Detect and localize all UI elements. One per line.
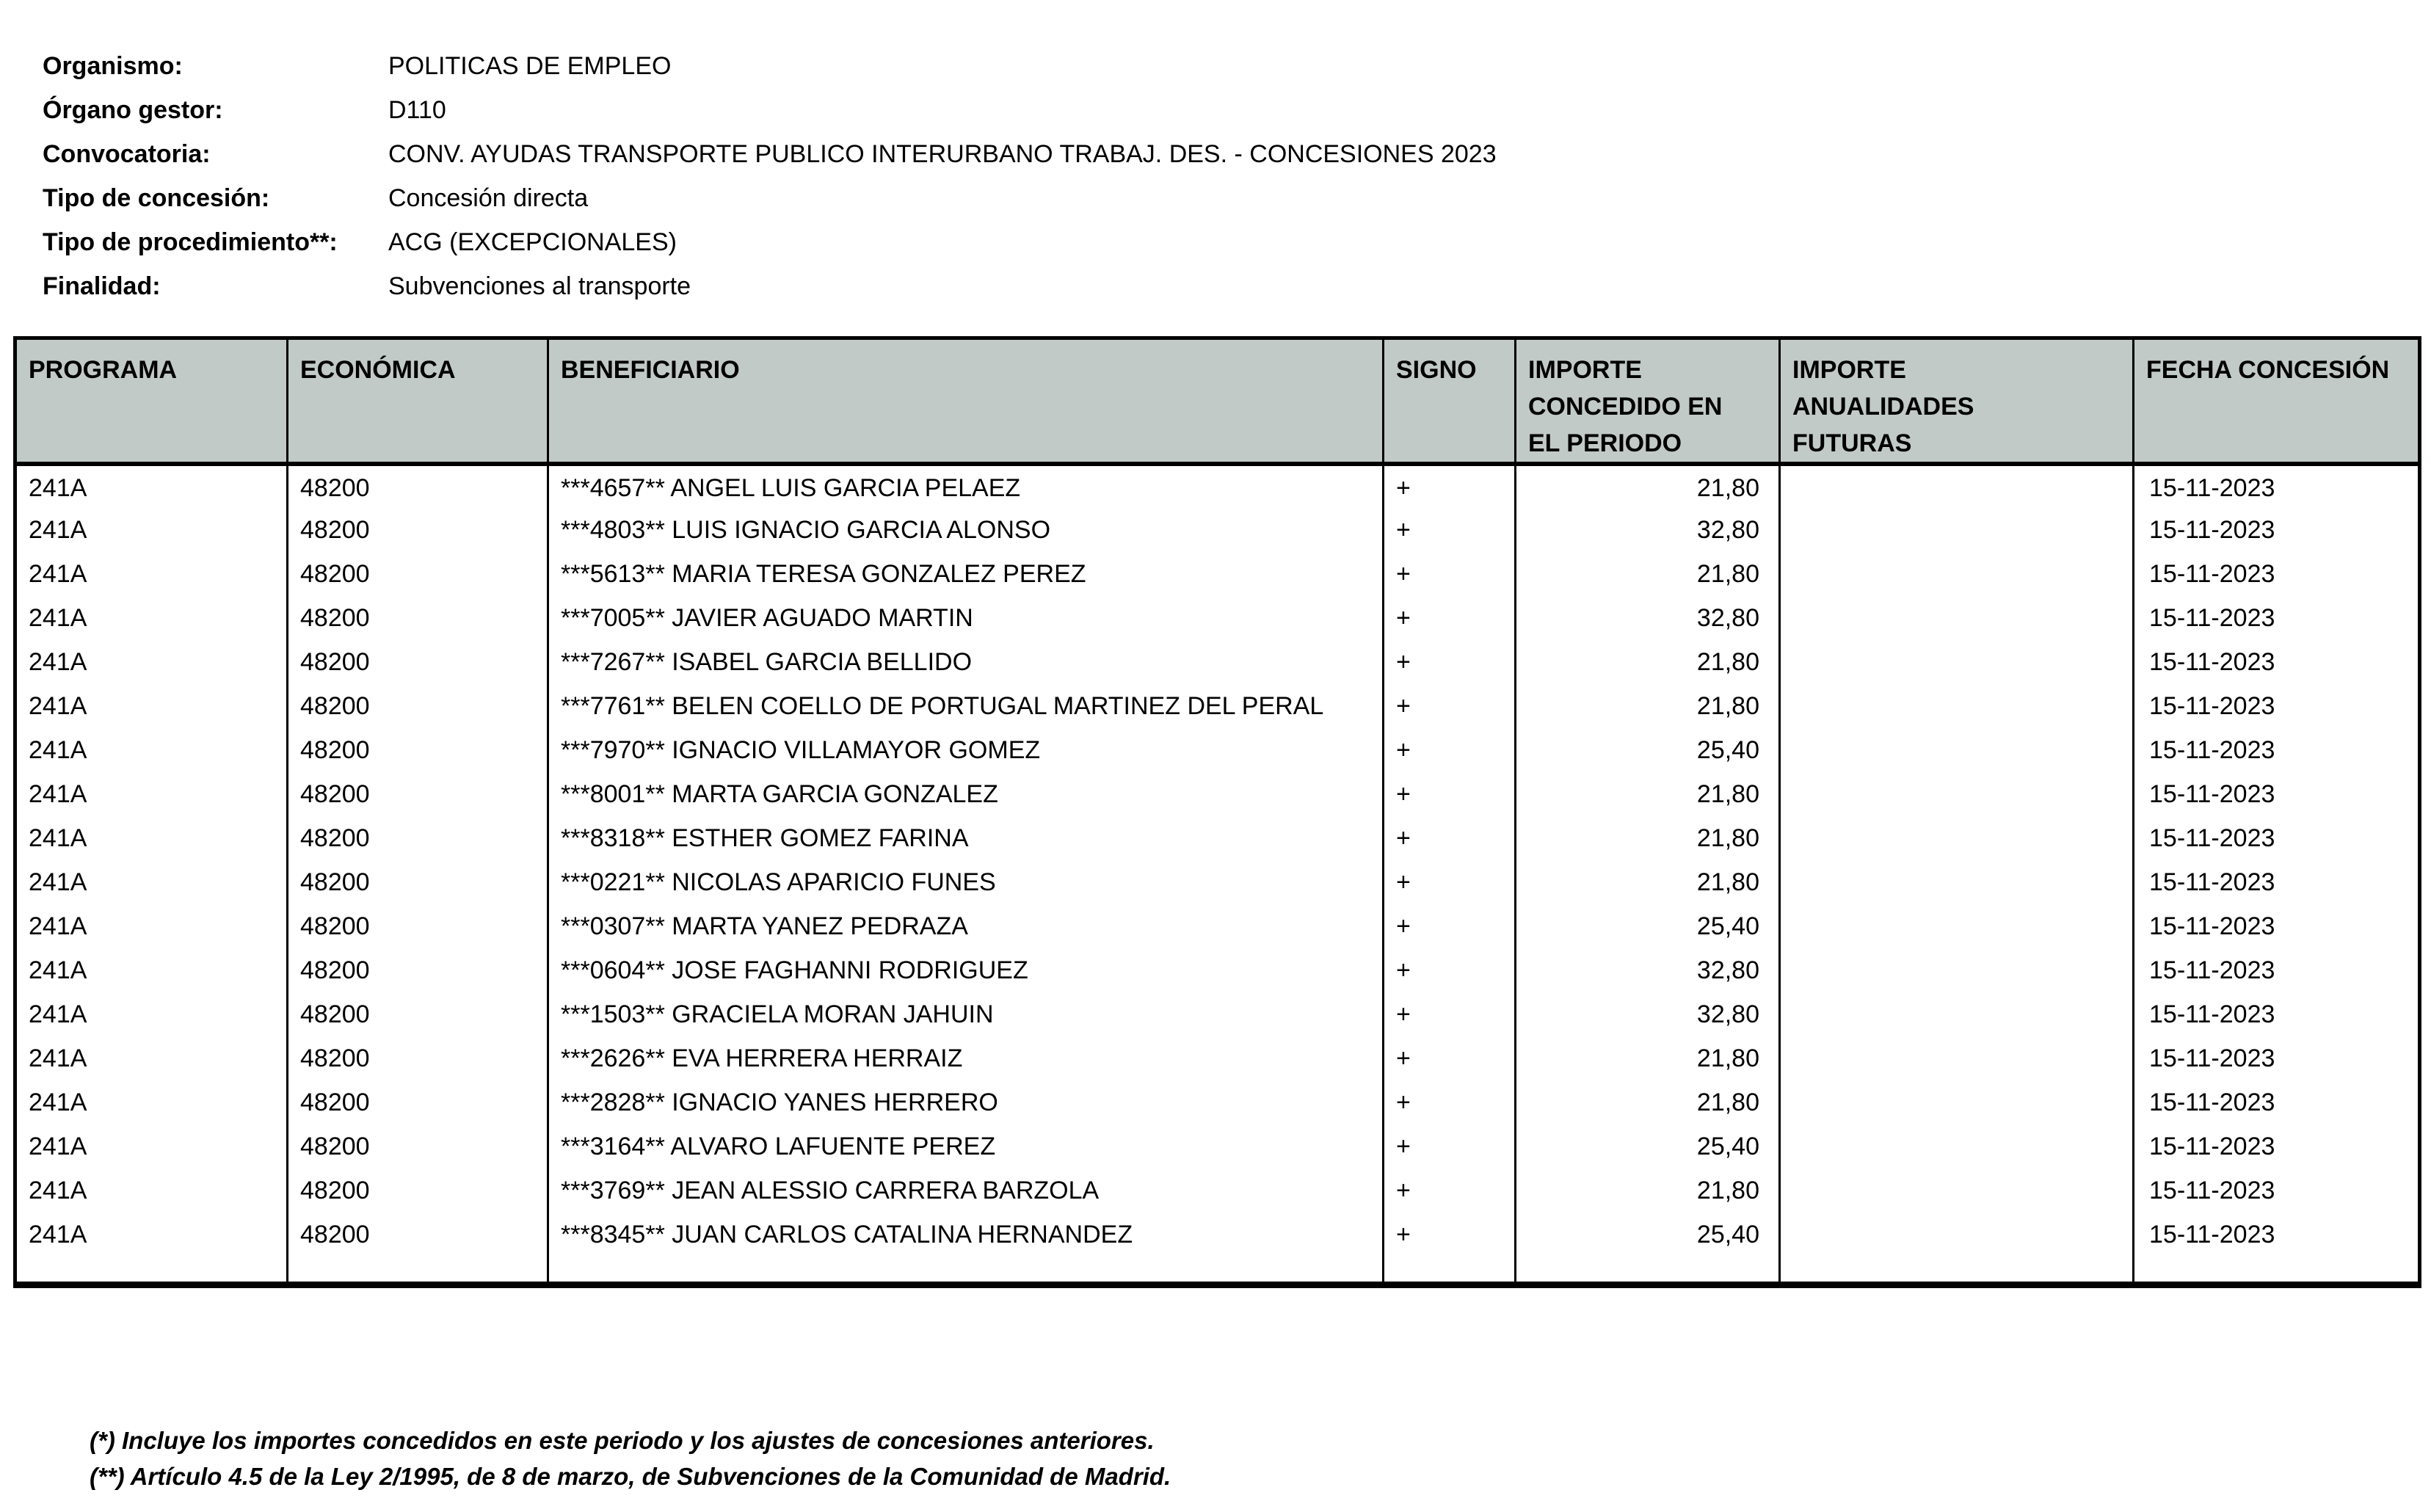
cell-fecha-concesion: 15-11-2023 (2134, 948, 2420, 992)
cell-importe-concedido: 32,80 (1516, 508, 1780, 552)
cell-importe-concedido: 21,80 (1516, 1080, 1780, 1124)
cell-importe-anualidades (1780, 728, 2134, 772)
cell-fecha-concesion: 15-11-2023 (2134, 816, 2420, 860)
cell-importe-concedido: 21,80 (1516, 552, 1780, 596)
cell-importe-concedido: 25,40 (1516, 728, 1780, 772)
cell-fecha-concesion: 15-11-2023 (2134, 1036, 2420, 1080)
cell-programa: 241A (29, 692, 87, 720)
cell-programa: 241A (29, 736, 87, 764)
cell-programa: 241A (29, 604, 87, 632)
cell-importe-anualidades (1780, 992, 2134, 1036)
cell-importe-concedido: 21,80 (1516, 464, 1780, 508)
cell-programa: 241A (29, 780, 87, 808)
cell-importe-anualidades (1780, 1080, 2134, 1124)
cell-programa: 241A (29, 868, 87, 896)
cell-beneficiario: ***2626** EVA HERRERA HERRAIZ (548, 1036, 1384, 1080)
cell-signo: + (1384, 684, 1516, 728)
cell-signo: + (1384, 728, 1516, 772)
cell-importe-anualidades (1780, 464, 2134, 508)
cell-programa: 241A (29, 1221, 87, 1249)
cell-programa: 241A (29, 1044, 87, 1072)
cell-economica: 48200 (288, 1080, 548, 1124)
table-row (15, 904, 2420, 948)
cell-fecha-concesion: 15-11-2023 (2134, 640, 2420, 684)
cell-economica: 48200 (288, 640, 548, 684)
table-row (15, 1080, 2420, 1124)
cell-importe-anualidades (1780, 948, 2134, 992)
table-row (15, 596, 2420, 640)
cell-importe-anualidades (1780, 904, 2134, 948)
footnotes (90, 1422, 1171, 1494)
field-label: Finalidad: (43, 272, 161, 300)
cell-signo: + (1384, 860, 1516, 904)
table-row (15, 1168, 2420, 1213)
cell-signo: + (1384, 904, 1516, 948)
cell-beneficiario: ***3769** JEAN ALESSIO CARRERA BARZOLA (548, 1168, 1384, 1213)
cell-beneficiario: ***4657** ANGEL LUIS GARCIA PELAEZ (548, 464, 1384, 508)
cell-economica: 48200 (288, 728, 548, 772)
cell-economica: 48200 (288, 772, 548, 816)
cell-beneficiario: ***7761** BELEN COELLO DE PORTUGAL MARTINEZ DEL PERAL (548, 684, 1384, 728)
field-label: Órgano gestor: (43, 95, 223, 124)
field-value: POLITICAS DE EMPLEO (388, 51, 672, 80)
cell-beneficiario: ***8318** ESTHER GOMEZ FARINA (548, 816, 1384, 860)
cell-programa: 241A (29, 1088, 87, 1116)
header-field-organo-gestor (43, 88, 1497, 132)
cell-importe-anualidades (1780, 860, 2134, 904)
cell-signo: + (1384, 992, 1516, 1036)
cell-beneficiario: ***7970** IGNACIO VILLAMAYOR GOMEZ (548, 728, 1384, 772)
cell-economica: 48200 (288, 508, 548, 552)
column-header-importe-concedido: IMPORTE CONCEDIDO EN EL PERIODO (1516, 338, 1780, 465)
cell-economica: 48200 (288, 992, 548, 1036)
field-value: D110 (388, 95, 446, 124)
cell-beneficiario: ***0307** MARTA YANEZ PEDRAZA (548, 904, 1384, 948)
cell-economica: 48200 (288, 860, 548, 904)
table-row (15, 552, 2420, 596)
cell-importe-anualidades (1780, 1036, 2134, 1080)
table-row (15, 728, 2420, 772)
cell-economica: 48200 (288, 1124, 548, 1168)
cell-economica: 48200 (288, 552, 548, 596)
cell-fecha-concesion: 15-11-2023 (2134, 1124, 2420, 1168)
table-row (15, 1213, 2420, 1285)
cell-importe-anualidades (1780, 1168, 2134, 1213)
cell-importe-anualidades (1780, 640, 2134, 684)
cell-importe-anualidades (1780, 1124, 2134, 1168)
cell-importe-anualidades (1780, 772, 2134, 816)
cell-importe-concedido: 25,40 (1516, 1124, 1780, 1168)
cell-signo: + (1384, 552, 1516, 596)
cell-economica: 48200 (288, 948, 548, 992)
cell-fecha-concesion: 15-11-2023 (2134, 904, 2420, 948)
cell-beneficiario: ***7267** ISABEL GARCIA BELLIDO (548, 640, 1384, 684)
header-field-organismo (43, 44, 1497, 88)
column-header-programa: PROGRAMA (15, 338, 288, 465)
cell-economica: 48200 (288, 1213, 548, 1285)
cell-beneficiario: ***4803** LUIS IGNACIO GARCIA ALONSO (548, 508, 1384, 552)
cell-economica: 48200 (288, 816, 548, 860)
cell-signo: + (1384, 1080, 1516, 1124)
cell-importe-concedido: 21,80 (1516, 816, 1780, 860)
cell-fecha-concesion: 15-11-2023 (2134, 860, 2420, 904)
table-row (15, 684, 2420, 728)
cell-importe-concedido: 21,80 (1516, 772, 1780, 816)
field-value: CONV. AYUDAS TRANSPORTE PUBLICO INTERURBANO TRABAJ. DES. - CONCESIONES 2023 (388, 139, 1497, 168)
column-header-signo: SIGNO (1384, 338, 1516, 465)
table-row (15, 772, 2420, 816)
cell-importe-anualidades (1780, 596, 2134, 640)
field-label: Tipo de concesión: (43, 183, 270, 212)
cell-economica: 48200 (288, 904, 548, 948)
cell-beneficiario: ***0221** NICOLAS APARICIO FUNES (548, 860, 1384, 904)
footnote: (**) Artículo 4.5 de la Ley 2/1995, de 8 de marzo, de Subvenciones de la Comunidad de Madrid. (90, 1463, 1171, 1490)
cell-programa: 241A (29, 912, 87, 940)
cell-programa: 241A (29, 1133, 87, 1160)
cell-economica: 48200 (288, 596, 548, 640)
cell-fecha-concesion: 15-11-2023 (2134, 508, 2420, 552)
cell-importe-anualidades (1780, 816, 2134, 860)
cell-fecha-concesion: 15-11-2023 (2134, 992, 2420, 1036)
field-label: Tipo de procedimiento**: (43, 228, 338, 256)
table-row (15, 860, 2420, 904)
cell-signo: + (1384, 948, 1516, 992)
cell-beneficiario: ***7005** JAVIER AGUADO MARTIN (548, 596, 1384, 640)
cell-programa: 241A (29, 1000, 87, 1028)
cell-fecha-concesion: 15-11-2023 (2134, 1168, 2420, 1213)
cell-fecha-concesion: 15-11-2023 (2134, 772, 2420, 816)
field-label: Convocatoria: (43, 139, 211, 168)
cell-programa: 241A (29, 1177, 87, 1204)
cell-importe-concedido: 32,80 (1516, 596, 1780, 640)
concessions-table (13, 336, 2421, 1288)
cell-programa: 241A (29, 648, 87, 676)
cell-importe-concedido: 21,80 (1516, 640, 1780, 684)
cell-programa: 241A (29, 516, 87, 544)
cell-signo: + (1384, 1213, 1516, 1285)
cell-signo: + (1384, 464, 1516, 508)
cell-beneficiario: ***2828** IGNACIO YANES HERRERO (548, 1080, 1384, 1124)
cell-signo: + (1384, 772, 1516, 816)
cell-signo: + (1384, 1168, 1516, 1213)
cell-fecha-concesion: 15-11-2023 (2134, 684, 2420, 728)
cell-programa: 241A (29, 956, 87, 984)
cell-importe-concedido: 32,80 (1516, 992, 1780, 1036)
field-value: Subvenciones al transporte (388, 272, 691, 300)
field-value: ACG (EXCEPCIONALES) (388, 228, 677, 256)
header-field-tipo-concesion (43, 176, 1497, 220)
cell-importe-concedido: 32,80 (1516, 948, 1780, 992)
table-header-row (15, 338, 2420, 465)
header-field-tipo-procedimiento (43, 220, 1497, 264)
header-field-convocatoria (43, 132, 1497, 176)
cell-fecha-concesion: 15-11-2023 (2134, 1080, 2420, 1124)
cell-signo: + (1384, 596, 1516, 640)
table-row (15, 464, 2420, 508)
cell-importe-concedido: 21,80 (1516, 1168, 1780, 1213)
cell-beneficiario: ***8001** MARTA GARCIA GONZALEZ (548, 772, 1384, 816)
cell-programa: 241A (29, 560, 87, 588)
cell-beneficiario: ***0604** JOSE FAGHANNI RODRIGUEZ (548, 948, 1384, 992)
cell-importe-concedido: 21,80 (1516, 684, 1780, 728)
cell-importe-concedido: 25,40 (1516, 904, 1780, 948)
column-header-beneficiario: BENEFICIARIO (548, 338, 1384, 465)
cell-signo: + (1384, 640, 1516, 684)
cell-fecha-concesion: 15-11-2023 (2134, 552, 2420, 596)
cell-importe-concedido: 21,80 (1516, 1036, 1780, 1080)
table-row (15, 508, 2420, 552)
cell-importe-anualidades (1780, 508, 2134, 552)
cell-programa: 241A (29, 824, 87, 852)
cell-signo: + (1384, 508, 1516, 552)
cell-beneficiario: ***5613** MARIA TERESA GONZALEZ PEREZ (548, 552, 1384, 596)
cell-signo: + (1384, 1036, 1516, 1080)
cell-economica: 48200 (288, 464, 548, 508)
cell-economica: 48200 (288, 1168, 548, 1213)
table-row (15, 1124, 2420, 1168)
cell-fecha-concesion: 15-11-2023 (2134, 596, 2420, 640)
column-header-importe-anualidades: IMPORTE ANUALIDADES FUTURAS (1780, 338, 2134, 465)
cell-economica: 48200 (288, 1036, 548, 1080)
field-value: Concesión directa (388, 183, 589, 212)
cell-importe-concedido: 25,40 (1516, 1213, 1780, 1285)
table-row (15, 992, 2420, 1036)
table-row (15, 1036, 2420, 1080)
cell-economica: 48200 (288, 684, 548, 728)
cell-programa: 241A (29, 474, 87, 502)
cell-fecha-concesion: 15-11-2023 (2134, 1213, 2420, 1285)
cell-beneficiario: ***8345** JUAN CARLOS CATALINA HERNANDEZ (548, 1213, 1384, 1285)
cell-importe-anualidades (1780, 552, 2134, 596)
column-header-economica: ECONÓMICA (288, 338, 548, 465)
cell-beneficiario: ***1503** GRACIELA MORAN JAHUIN (548, 992, 1384, 1036)
cell-beneficiario: ***3164** ALVARO LAFUENTE PEREZ (548, 1124, 1384, 1168)
cell-signo: + (1384, 816, 1516, 860)
cell-importe-anualidades (1780, 1213, 2134, 1285)
header-field-finalidad (43, 264, 1497, 308)
cell-importe-concedido: 21,80 (1516, 860, 1780, 904)
footnote: (*) Incluye los importes concedidos en este periodo y los ajustes de concesiones anteriores. (90, 1427, 1155, 1454)
cell-importe-anualidades (1780, 684, 2134, 728)
table-row (15, 948, 2420, 992)
column-header-fecha-concesion: FECHA CONCESIÓN (2134, 338, 2420, 465)
field-label: Organismo: (43, 51, 183, 80)
table-row (15, 816, 2420, 860)
cell-signo: + (1384, 1124, 1516, 1168)
cell-fecha-concesion: 15-11-2023 (2134, 464, 2420, 508)
cell-fecha-concesion: 15-11-2023 (2134, 728, 2420, 772)
table-row (15, 640, 2420, 684)
header-fields (43, 44, 1497, 308)
